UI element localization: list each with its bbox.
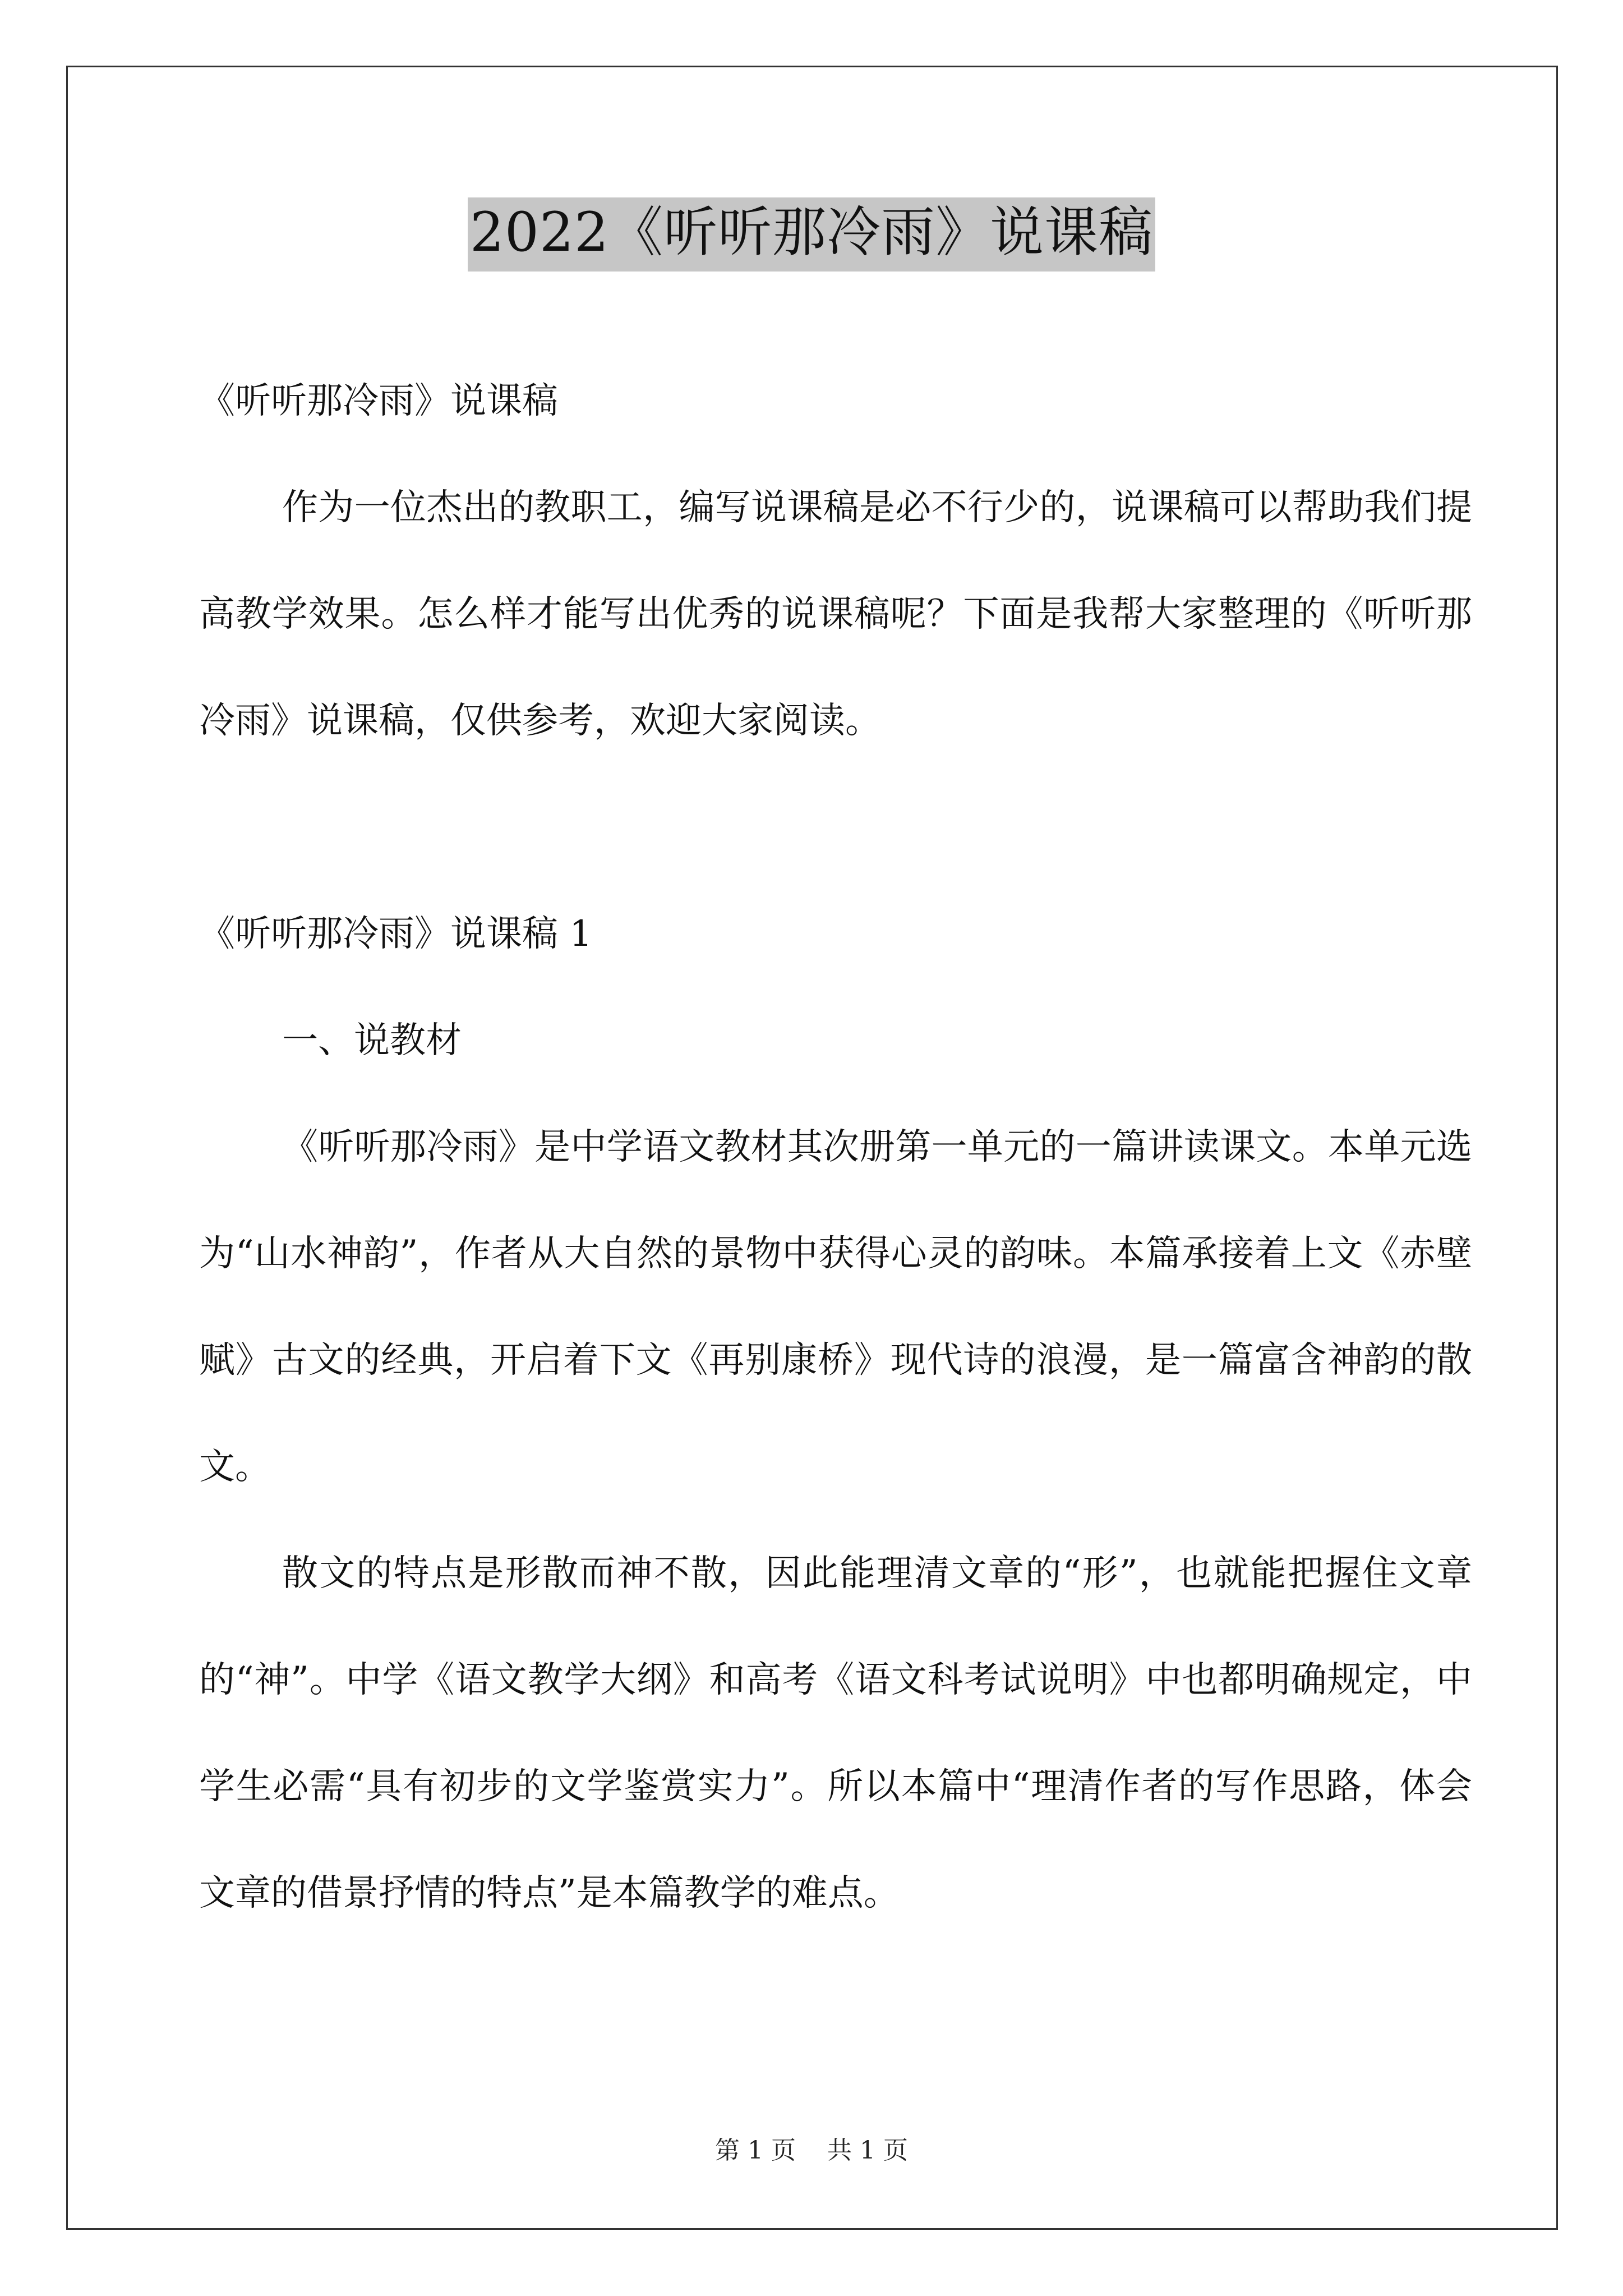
title-text: 2022《听听那冷雨》说课稿 xyxy=(468,197,1155,272)
page-footer xyxy=(0,2138,1623,2163)
subtitle-paragraph: 《听听那冷雨》说课稿 xyxy=(199,380,558,422)
subsection-heading: 一、说教材 xyxy=(282,1020,462,1061)
section-heading: 《听听那冷雨》说课稿 1 xyxy=(199,913,593,955)
document-body xyxy=(199,348,1472,1947)
page-total: 共 1 页 xyxy=(827,2136,908,2165)
intro-paragraph: 作为一位杰出的教职工，编写说课稿是必不行少的，说课稿可以帮助我们提高教学效果。怎么样才能写出优秀的说课稿呢？下面是我帮大家整理的《听听那冷雨》说课稿，仅供参考，欢迎大家阅读。 xyxy=(199,487,1472,742)
document-title xyxy=(0,197,1623,272)
body-paragraph: 散文的特点是形散而神不散，因此能理清文章的“形”，也就能把握住文章的“神”。中学《语文教学大纲》和高考《语文科考试说明》中也都明确规定，中学生必需“具有初步的文学鉴赏实力”。所以本篇中“理清作者的写作思路，体会文章的借景抒情的特点”是本篇教学的难点。 xyxy=(199,1553,1472,1914)
page-number: 第 1 页 xyxy=(715,2136,796,2165)
body-paragraph: 《听听那冷雨》是中学语文教材其次册第一单元的一篇讲读课文。本单元选为“山水神韵”，作者从大自然的景物中获得心灵的韵味。本篇承接着上文《赤壁赋》古文的经典，开启着下文《再别康桥》现代诗的浪漫，是一篇富含神韵的散文。 xyxy=(199,1126,1472,1488)
paragraph-spacer xyxy=(199,774,1472,881)
